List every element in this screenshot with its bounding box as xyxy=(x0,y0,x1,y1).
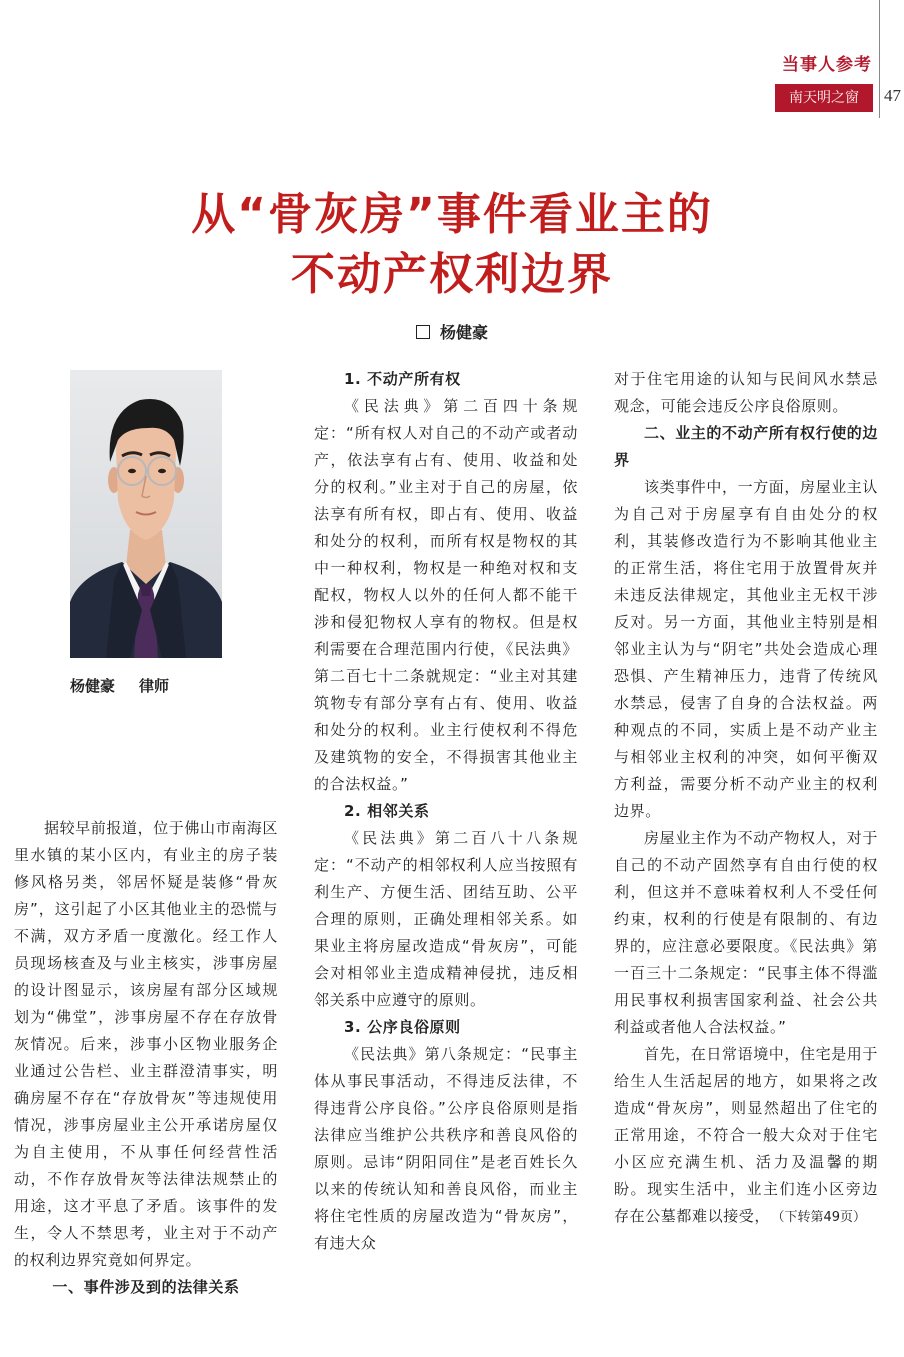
column-3 xyxy=(614,366,878,1231)
paragraph xyxy=(614,1041,878,1231)
paragraph: 《民法典》第二百四十条规定：“所有权人对自己的不动产或者动产，依法享有占有、使用、收益和处分的权利。”业主对于自己的房屋，依法享有所有权，即占有、使用、收益和处分的权利，而所有权是物权的其中一种权利，物权是一种绝对权和支配权，物权人以外的任何人都不能干涉和侵犯物权人享有的物权。但是权利需要在合理范围内行使，《民法典》第二百七十二条就规定：“业主对其建筑物专有部分享有占有、使用、收益和处分的权利。业主行使权利不得危及建筑物的安全，不得损害其他业主的合法权益。” xyxy=(314,397,578,793)
author-photo xyxy=(70,370,222,658)
header-divider-line xyxy=(879,0,880,118)
continued-on-note[interactable]: （下转第49页） xyxy=(778,1210,867,1225)
paragraph-continued: 对于住宅用途的认知与民间风水禁忌观念，可能会违反公序良俗原则。 xyxy=(614,370,878,415)
caption-role: 律师 xyxy=(139,677,170,695)
author-box-icon xyxy=(416,325,430,339)
caption-name: 杨健豪 xyxy=(70,677,116,695)
section-heading: 二、业主的不动产所有权行使的边界 xyxy=(614,424,879,469)
subsection-heading: 2. 相邻关系 xyxy=(344,802,430,820)
column-1 xyxy=(14,815,278,1301)
column-2 xyxy=(314,366,578,1257)
article-title-line2: 不动产权利边界 xyxy=(291,249,613,300)
subsection-heading: 1. 不动产所有权 xyxy=(344,370,461,388)
paragraph: 《民法典》第八条规定：“民事主体从事民事活动，不得违反法律，不得违背公序良俗。”公序良俗原则是指法律应当维护公共秩序和善良风俗的原则。忌讳“阴阳同住”是老百姓长久以来的传统认知和善良风俗，而业主将住宅性质的房屋改造为“骨灰房”，有违大众 xyxy=(314,1045,578,1252)
column-badge: 南天明之窗 xyxy=(775,84,873,112)
author-name: 杨健豪 xyxy=(439,323,488,342)
author-line xyxy=(0,320,904,343)
page-number: 47 xyxy=(884,86,901,105)
paragraph-text: 首先，在日常语境中，住宅是用于给生人生活起居的地方，如果将之改造成“骨灰房”，则显然超出了住宅的正常用途，不符合一般大众对于住宅小区应充满生机、活力及温馨的期盼。现实生活中，业主们连小区旁边存在公墓都难以接受， xyxy=(614,1045,879,1225)
section-heading: 一、事件涉及到的法律关系 xyxy=(52,1278,240,1296)
subsection-heading: 3. 公序良俗原则 xyxy=(344,1018,461,1036)
paragraph: 该类事件中，一方面，房屋业主认为自己对于房屋享有自由处分的权利，其装修改造行为不影响其他业主的正常生活，将住宅用于放置骨灰并未违反法律规定，其他业主无权干涉反对。另一方面，其他业主特别是相邻业主认为与“阴宅”共处会造成心理恐惧、产生精神压力，违背了传统风水禁忌，侵害了自身的合法权益。两种观点的不同，实质上是不动产业主与相邻业主权利的冲突，如何平衡双方利益，需要分析不动产业主的权利边界。 xyxy=(614,478,879,820)
article-title-line1: 从“骨灰房”事件看业主的 xyxy=(191,189,713,240)
section-title: 当事人参考 xyxy=(782,55,872,75)
paragraph: 房屋业主作为不动产物权人，对于自己的不动产固然享有自由行使的权利，但这并不意味着权利人不受任何约束，权利的行使是有限制的、有边界的，应注意必要限度。《民法典》第一百三十二条规定：“民事主体不得滥用民事权利损害国家利益、社会公共利益或者他人合法权益。” xyxy=(614,829,879,1036)
paragraph: 据较早前报道，位于佛山市南海区里水镇的某小区内，有业主的房子装修风格另类，邻居怀疑是装修“骨灰房”，这引起了小区其他业主的恐慌与不满，双方矛盾一度激化。经工作人员现场核查及与业主核实，涉事房屋的设计图显示，该房屋有部分区域规划为“佛堂”，涉事房屋不存在存放骨灰情况。后来，涉事小区物业服务企业通过公告栏、业主群澄清事实，明确房屋不存在“存放骨灰”等违规使用情况，涉事房屋业主公开承诺房屋仅为自主使用，不从事任何经营性活动，不作存放骨灰等法律法规禁止的用途，这才平息了矛盾。该事件的发生，令人不禁思考，业主对于不动产的权利边界究竟如何界定。 xyxy=(14,819,279,1269)
photo-caption xyxy=(70,675,169,696)
paragraph: 《民法典》第二百八十八条规定：“不动产的相邻权利人应当按照有利生产、方便生活、团结互助、公平合理的原则，正确处理相邻关系。如果业主将房屋改造成“骨灰房”，可能会对相邻业主造成精神侵扰，违反相邻关系中应遵守的原则。 xyxy=(314,829,578,1009)
